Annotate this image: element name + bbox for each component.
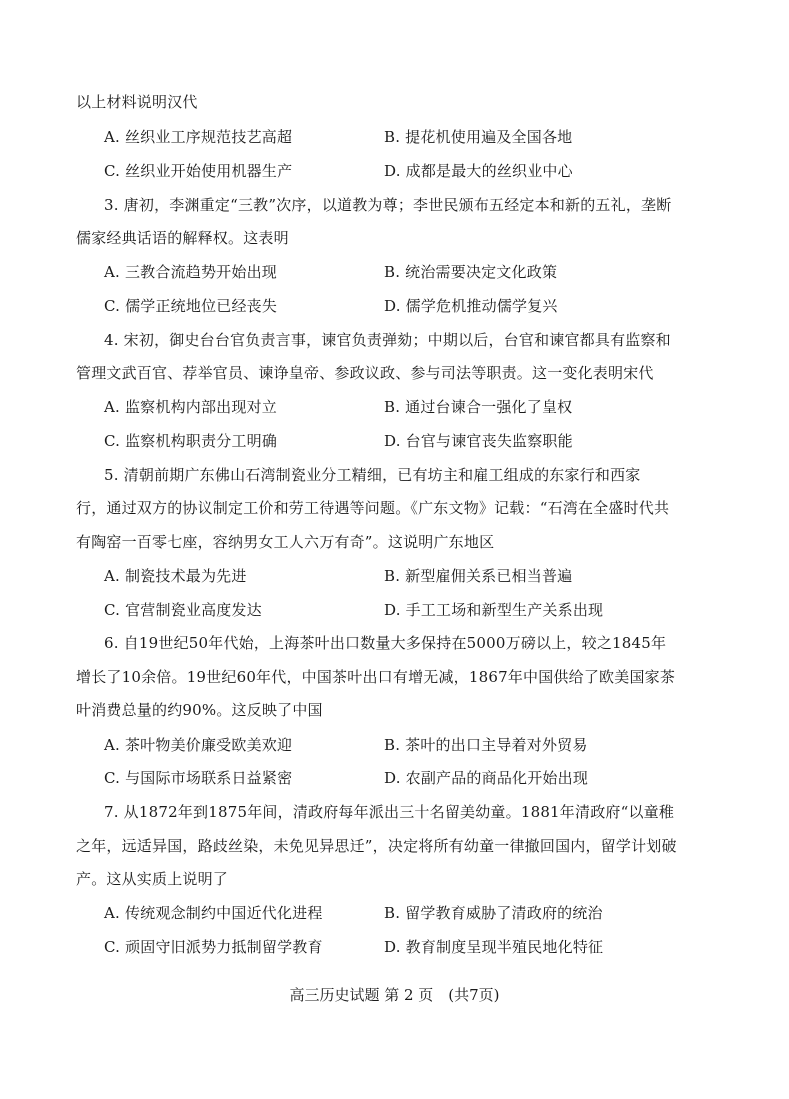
option-b: B. 留学教育威胁了清政府的统治 (384, 904, 603, 922)
option-c: C. 丝织业开始使用机器生产 (104, 162, 293, 180)
option-a: A. 茶叶物美价廉受欧美欢迎 (104, 736, 293, 754)
question-6-stem-cont: 叶消费总量的约90%。这反映了中国 (76, 701, 323, 719)
option-b: B. 茶叶的出口主导着对外贸易 (384, 736, 588, 754)
question-5-stem: 5. 清朝前期广东佛山石湾制瓷业分工精细，已有坊主和雇工组成的东家行和西家 (104, 466, 641, 484)
option-d: D. 儒学危机推动儒学复兴 (384, 297, 558, 315)
option-a: A. 丝织业工序规范技艺高超 (104, 128, 293, 146)
question-7-stem-cont: 产。这从实质上说明了 (76, 870, 229, 888)
option-d: D. 教育制度呈现半殖民地化特征 (384, 938, 604, 956)
option-d: D. 台官与谏官丧失监察职能 (384, 432, 573, 450)
question-5-stem-cont: 行，通过双方的协议制定工价和劳工待遇等问题。《广东文物》记载：“石湾在全盛时代共 (76, 499, 670, 517)
option-c: C. 监察机构职责分工明确 (104, 432, 278, 450)
question-6-stem-cont: 增长了10余倍。19世纪60年代，中国茶叶出口有增无减，1867年中国供给了欧美国家茶 (76, 668, 676, 686)
option-a: A. 三教合流趋势开始出现 (104, 263, 277, 281)
option-b: B. 统治需要决定文化政策 (384, 263, 558, 281)
option-d: D. 农副产品的商品化开始出现 (384, 769, 589, 787)
option-b: B. 提花机使用遍及全国各地 (384, 128, 573, 146)
option-a: A. 监察机构内部出现对立 (104, 398, 277, 416)
option-c: C. 儒学正统地位已经丧失 (104, 297, 278, 315)
option-b: B. 通过台谏合一强化了皇权 (384, 398, 573, 416)
option-c: C. 官营制瓷业高度发达 (104, 601, 262, 619)
question-4-stem: 4. 宋初，御史台台官负责言事，谏官负责弹劾；中期以后，台官和谏官都具有监察和 (104, 331, 671, 349)
option-d: D. 成都是最大的丝织业中心 (384, 162, 573, 180)
text-line: 以上材料说明汉代 (76, 93, 198, 111)
question-7-stem: 7. 从1872年到1875年间，清政府每年派出三十名留美幼童。1881年清政府“以童稚 (104, 803, 675, 821)
question-6-stem: 6. 自19世纪50年代始，上海茶叶出口数量大多保持在5000万磅以上，较之1845年 (104, 634, 667, 652)
question-7-stem-cont: 之年，远适异国，路歧丝染，未免见异思迁”，决定将所有幼童一律撤回国内，留学计划破 (76, 837, 677, 855)
option-a: A. 制瓷技术最为先进 (104, 567, 247, 585)
question-4-stem-cont: 管理文武百官、荐举官员、谏诤皇帝、参政议政、参与司法等职责。这一变化表明宋代 (76, 364, 654, 382)
option-b: B. 新型雇佣关系已相当普遍 (384, 567, 573, 585)
question-5-stem-cont: 有陶窑一百零七座，容纳男女工人六万有奇”。这说明广东地区 (76, 533, 495, 551)
option-d: D. 手工工场和新型生产关系出现 (384, 601, 604, 619)
option-c: C. 与国际市场联系日益紧密 (104, 769, 293, 787)
question-3-stem: 3. 唐初，李渊重定“三教”次序，以道教为尊；李世民颁布五经定本和新的五礼，垄断 (104, 196, 672, 214)
option-a: A. 传统观念制约中国近代化进程 (104, 904, 323, 922)
option-c: C. 顽固守旧派势力抵制留学教育 (104, 938, 323, 956)
page-footer: 高三历史试题 第 2 页 (共7页) (289, 986, 500, 1004)
question-3-stem-cont: 儒家经典话语的解释权。这表明 (76, 229, 289, 247)
